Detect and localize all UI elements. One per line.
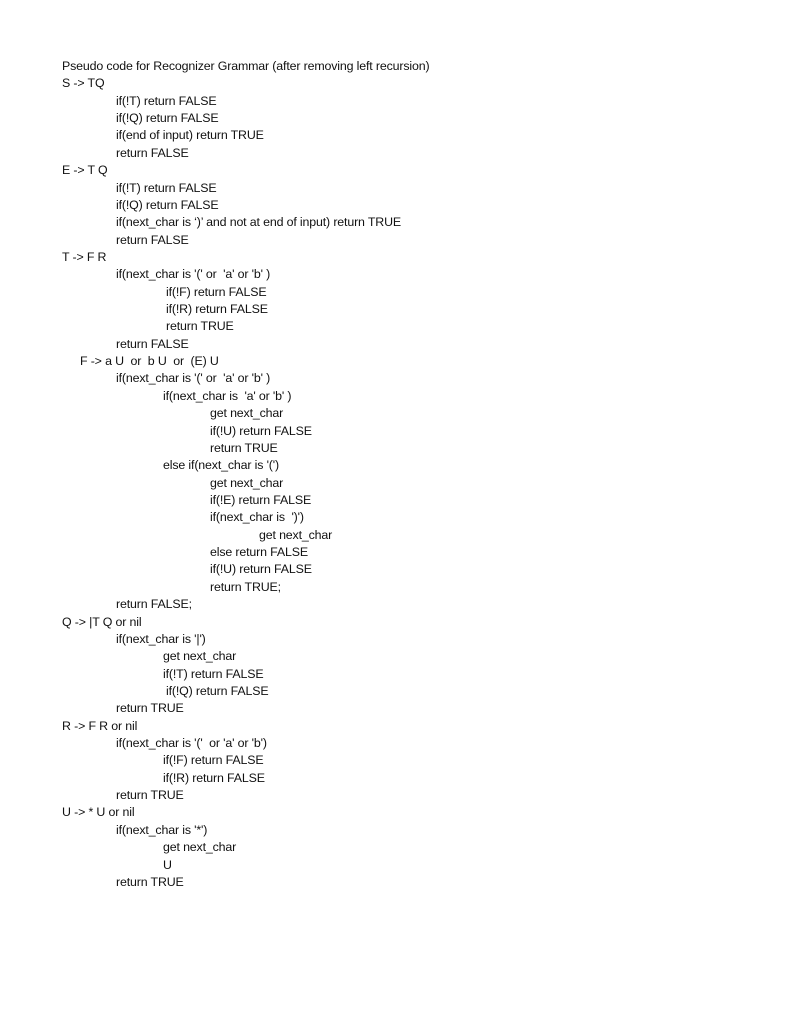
code-line: return FALSE: [116, 336, 189, 351]
code-line: if(!Q) return FALSE: [166, 683, 269, 698]
code-line: if(next_char is '*'): [116, 822, 208, 837]
code-line: if(!R) return FALSE: [163, 770, 265, 785]
code-line: if(!T) return FALSE: [163, 666, 264, 681]
code-line: get next_char: [163, 840, 237, 855]
code-line: if(!T) return FALSE: [116, 180, 217, 195]
document-title: Pseudo code for Recognizer Grammar (after removing left recursion): [62, 59, 430, 73]
code-line: return TRUE: [116, 701, 184, 716]
code-line: if(!Q) return FALSE: [116, 111, 219, 126]
code-line: if(!T) return FALSE: [116, 93, 217, 108]
code-line: return TRUE: [166, 319, 234, 334]
production-r: R -> F R or nil: [62, 718, 138, 733]
production-q: Q -> |T Q or nil: [62, 614, 142, 629]
code-line: return TRUE;: [210, 579, 281, 594]
code-line: get next_char: [163, 649, 237, 664]
production-f: F -> a U or b U or (E) U: [80, 354, 219, 369]
code-line: if(!F) return FALSE: [163, 753, 264, 768]
code-line: if(next_char is 'a' or 'b' ): [163, 388, 292, 403]
code-line: if(next_char is '(' or 'a' or 'b'): [116, 736, 267, 751]
code-line: return FALSE: [116, 232, 189, 247]
code-line: else if(next_char is '('): [163, 458, 279, 473]
code-line: if(next_char is ')'): [210, 510, 304, 525]
code-line: get next_char: [259, 527, 333, 542]
code-line: if(!U) return FALSE: [210, 562, 312, 577]
pseudo-code-document: [0, 58, 791, 891]
code-line: U: [163, 857, 172, 872]
code-line: if(next_char is '|'): [116, 631, 206, 646]
code-line: return TRUE: [116, 788, 184, 803]
production-u: U -> * U or nil: [62, 805, 135, 820]
code-line: return FALSE;: [116, 597, 192, 612]
code-line: if(!Q) return FALSE: [116, 197, 219, 212]
code-line: if(!R) return FALSE: [166, 302, 268, 317]
code-line: get next_char: [210, 406, 284, 421]
production-s: S -> TQ: [62, 76, 105, 91]
production-t: T -> F R: [62, 249, 107, 264]
code-line: return TRUE: [210, 440, 278, 455]
code-line: if(!F) return FALSE: [166, 284, 267, 299]
code-line: if(!U) return FALSE: [210, 423, 312, 438]
code-line: return TRUE: [116, 874, 184, 889]
code-line: return FALSE: [116, 145, 189, 160]
code-line: if(end of input) return TRUE: [116, 128, 264, 143]
code-line: get next_char: [210, 475, 284, 490]
production-e: E -> T Q: [62, 163, 108, 178]
code-line: if(next_char is ‘)’ and not at end of input) return TRUE: [116, 215, 401, 230]
code-line: if(next_char is '(' or 'a' or 'b' ): [116, 267, 271, 282]
code-line: if(next_char is '(' or 'a' or 'b' ): [116, 371, 271, 386]
code-line: else return FALSE: [210, 545, 309, 560]
code-line: if(!E) return FALSE: [210, 492, 312, 507]
